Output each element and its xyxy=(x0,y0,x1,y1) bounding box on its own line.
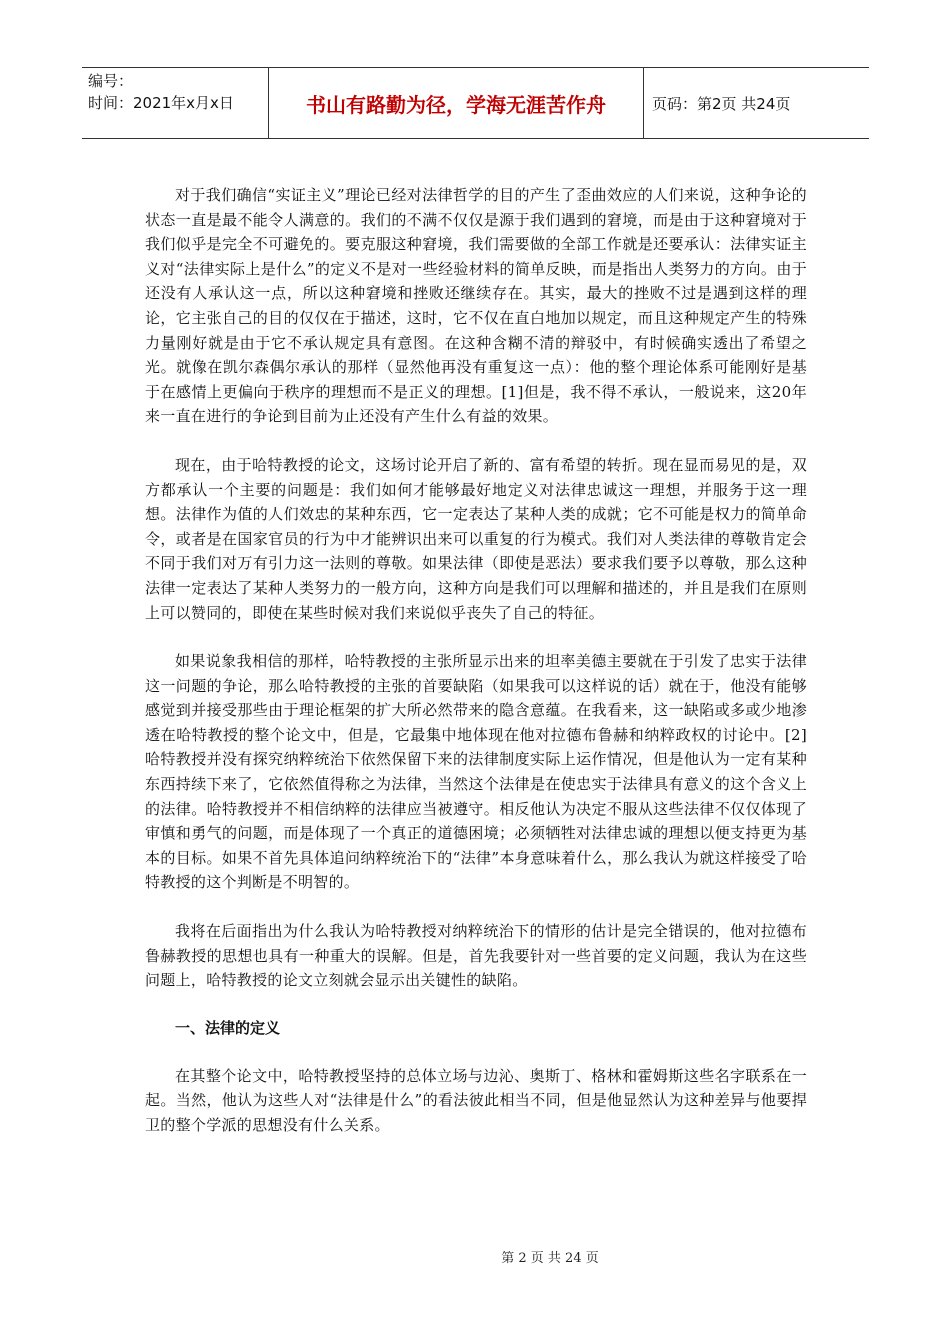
body-paragraph-1: 对于我们确信“实证主义”理论已经对法律哲学的目的产生了歪曲效应的人们来说，这种争论的状态一直是最不能令人满意的。我们的不满不仅仅是源于我们遇到的窘境，而是由于这种窘境对于我们似乎是完全不可避免的。要克服这种窘境，我们需要做的全部工作就是还要承认：法律实证主义对“法律实际上是什么”的定义不是对一些经验材料的简单反映，而是指出人类努力的方向。由于还没有人承认这一点，所以这种窘境和挫败还继续存在。其实，最大的挫败不过是遇到这样的理论，它主张自己的目的仅仅在于描述，这时，它不仅在直白地加以规定，而且这种规定产生的特殊力量刚好就是由于它不承认规定具有意图。在这种含糊不清的辩驳中，有时候确实透出了希望之光。就像在凯尔森偶尔承认的那样（显然他再没有重复这一点）：他的整个理论体系可能刚好是基于在感情上更偏向于秩序的理想而不是正义的理想。[1]但是，我不得不承认，一般说来，这20年来一直在进行的争论到目前为止还没有产生什么有益的效果。 xyxy=(145,186,807,426)
header-meta xyxy=(82,68,268,138)
document-body xyxy=(145,183,807,1162)
body-paragraph-3: 如果说象我相信的那样，哈特教授的主张所显示出来的坦率美德主要就在于引发了忠实于法律这一问题的争论，那么哈特教授的主张的首要缺陷（如果我可以这样说的话）就在于，他没有能够感觉到并接受那些由于理论框架的扩大所必然带来的隐含意蕴。在我看来，这一缺陷或多或少地渗透在哈特教授的整个论文中，但是，它最集中地体现在他对拉德布鲁赫和纳粹政权的讨论中。[2]哈特教授并没有探究纳粹统治下依然保留下来的法律制度实际上运作情况，但是他认为一定有某种东西持续下来了，它依然值得称之为法律，当然这个法律是在使忠实于法律具有意义的这个含义上的法律。哈特教授并不相信纳粹的法律应当被遵守。相反他认为决定不服从这些法律不仅仅体现了审慎和勇气的问题，而是体现了一个真正的道德困境；必须牺牲对法律忠诚的理想以便支持更为基本的目标。如果不首先具体追问纳粹统治下的“法律”本身意味着什么，那么我认为就这样接受了哈特教授的这个判断是不明智的。 xyxy=(145,652,807,892)
header-motto: 书山有路勤为径，学海无涯苦作舟 xyxy=(268,68,644,138)
document-date-label: 时间：2021年x月x日 xyxy=(88,94,234,112)
page-footer: 第 2 页 共 24 页 xyxy=(501,1251,599,1266)
body-paragraph-2: 现在，由于哈特教授的论文，这场讨论开启了新的、富有希望的转折。现在显而易见的是，双方都承认一个主要的问题是：我们如何才能够最好地定义对法律忠诚这一理想，并服务于这一理想。法律作为值的人们效忠的某种东西，它一定表达了某种人类的成就；它不可能是权力的简单命令，或者是在国家官员的行为中才能辨识出来可以重复的行为模式。我们对人类法律的尊敬肯定会不同于我们对万有引力这一法则的尊敬。如果法律（即使是恶法）要求我们要予以尊敬，那么这种法律一定表达了某种人类努力的一般方向，这种方向是我们可以理解和描述的，并且是我们在原则上可以赞同的，即使在某些时候对我们来说似乎丧失了自己的特征。 xyxy=(145,455,807,622)
document-number-label: 编号： xyxy=(88,72,134,90)
section-heading: 一、法律的定义 xyxy=(175,1018,281,1037)
page-header xyxy=(82,67,869,139)
body-paragraph-4: 我将在后面指出为什么我认为哈特教授对纳粹统治下的情形的估计是完全错误的，他对拉德布鲁赫教授的思想也具有一种重大的误解。但是，首先我要针对一些首要的定义问题，我认为在这些问题上，哈特教授的论文立刻就会显示出关键性的缺陷。 xyxy=(145,922,807,990)
header-page-number: 页码：第2页 共24页 xyxy=(652,94,791,113)
body-paragraph-5: 在其整个论文中，哈特教授坚持的总体立场与边沁、奥斯丁、格林和霍姆斯这些名字联系在一起。当然，他认为这些人对“法律是什么”的看法彼此相当不同，但是他显然认为这种差异与他要捍卫的整个学派的思想没有什么关系。 xyxy=(145,1066,807,1134)
